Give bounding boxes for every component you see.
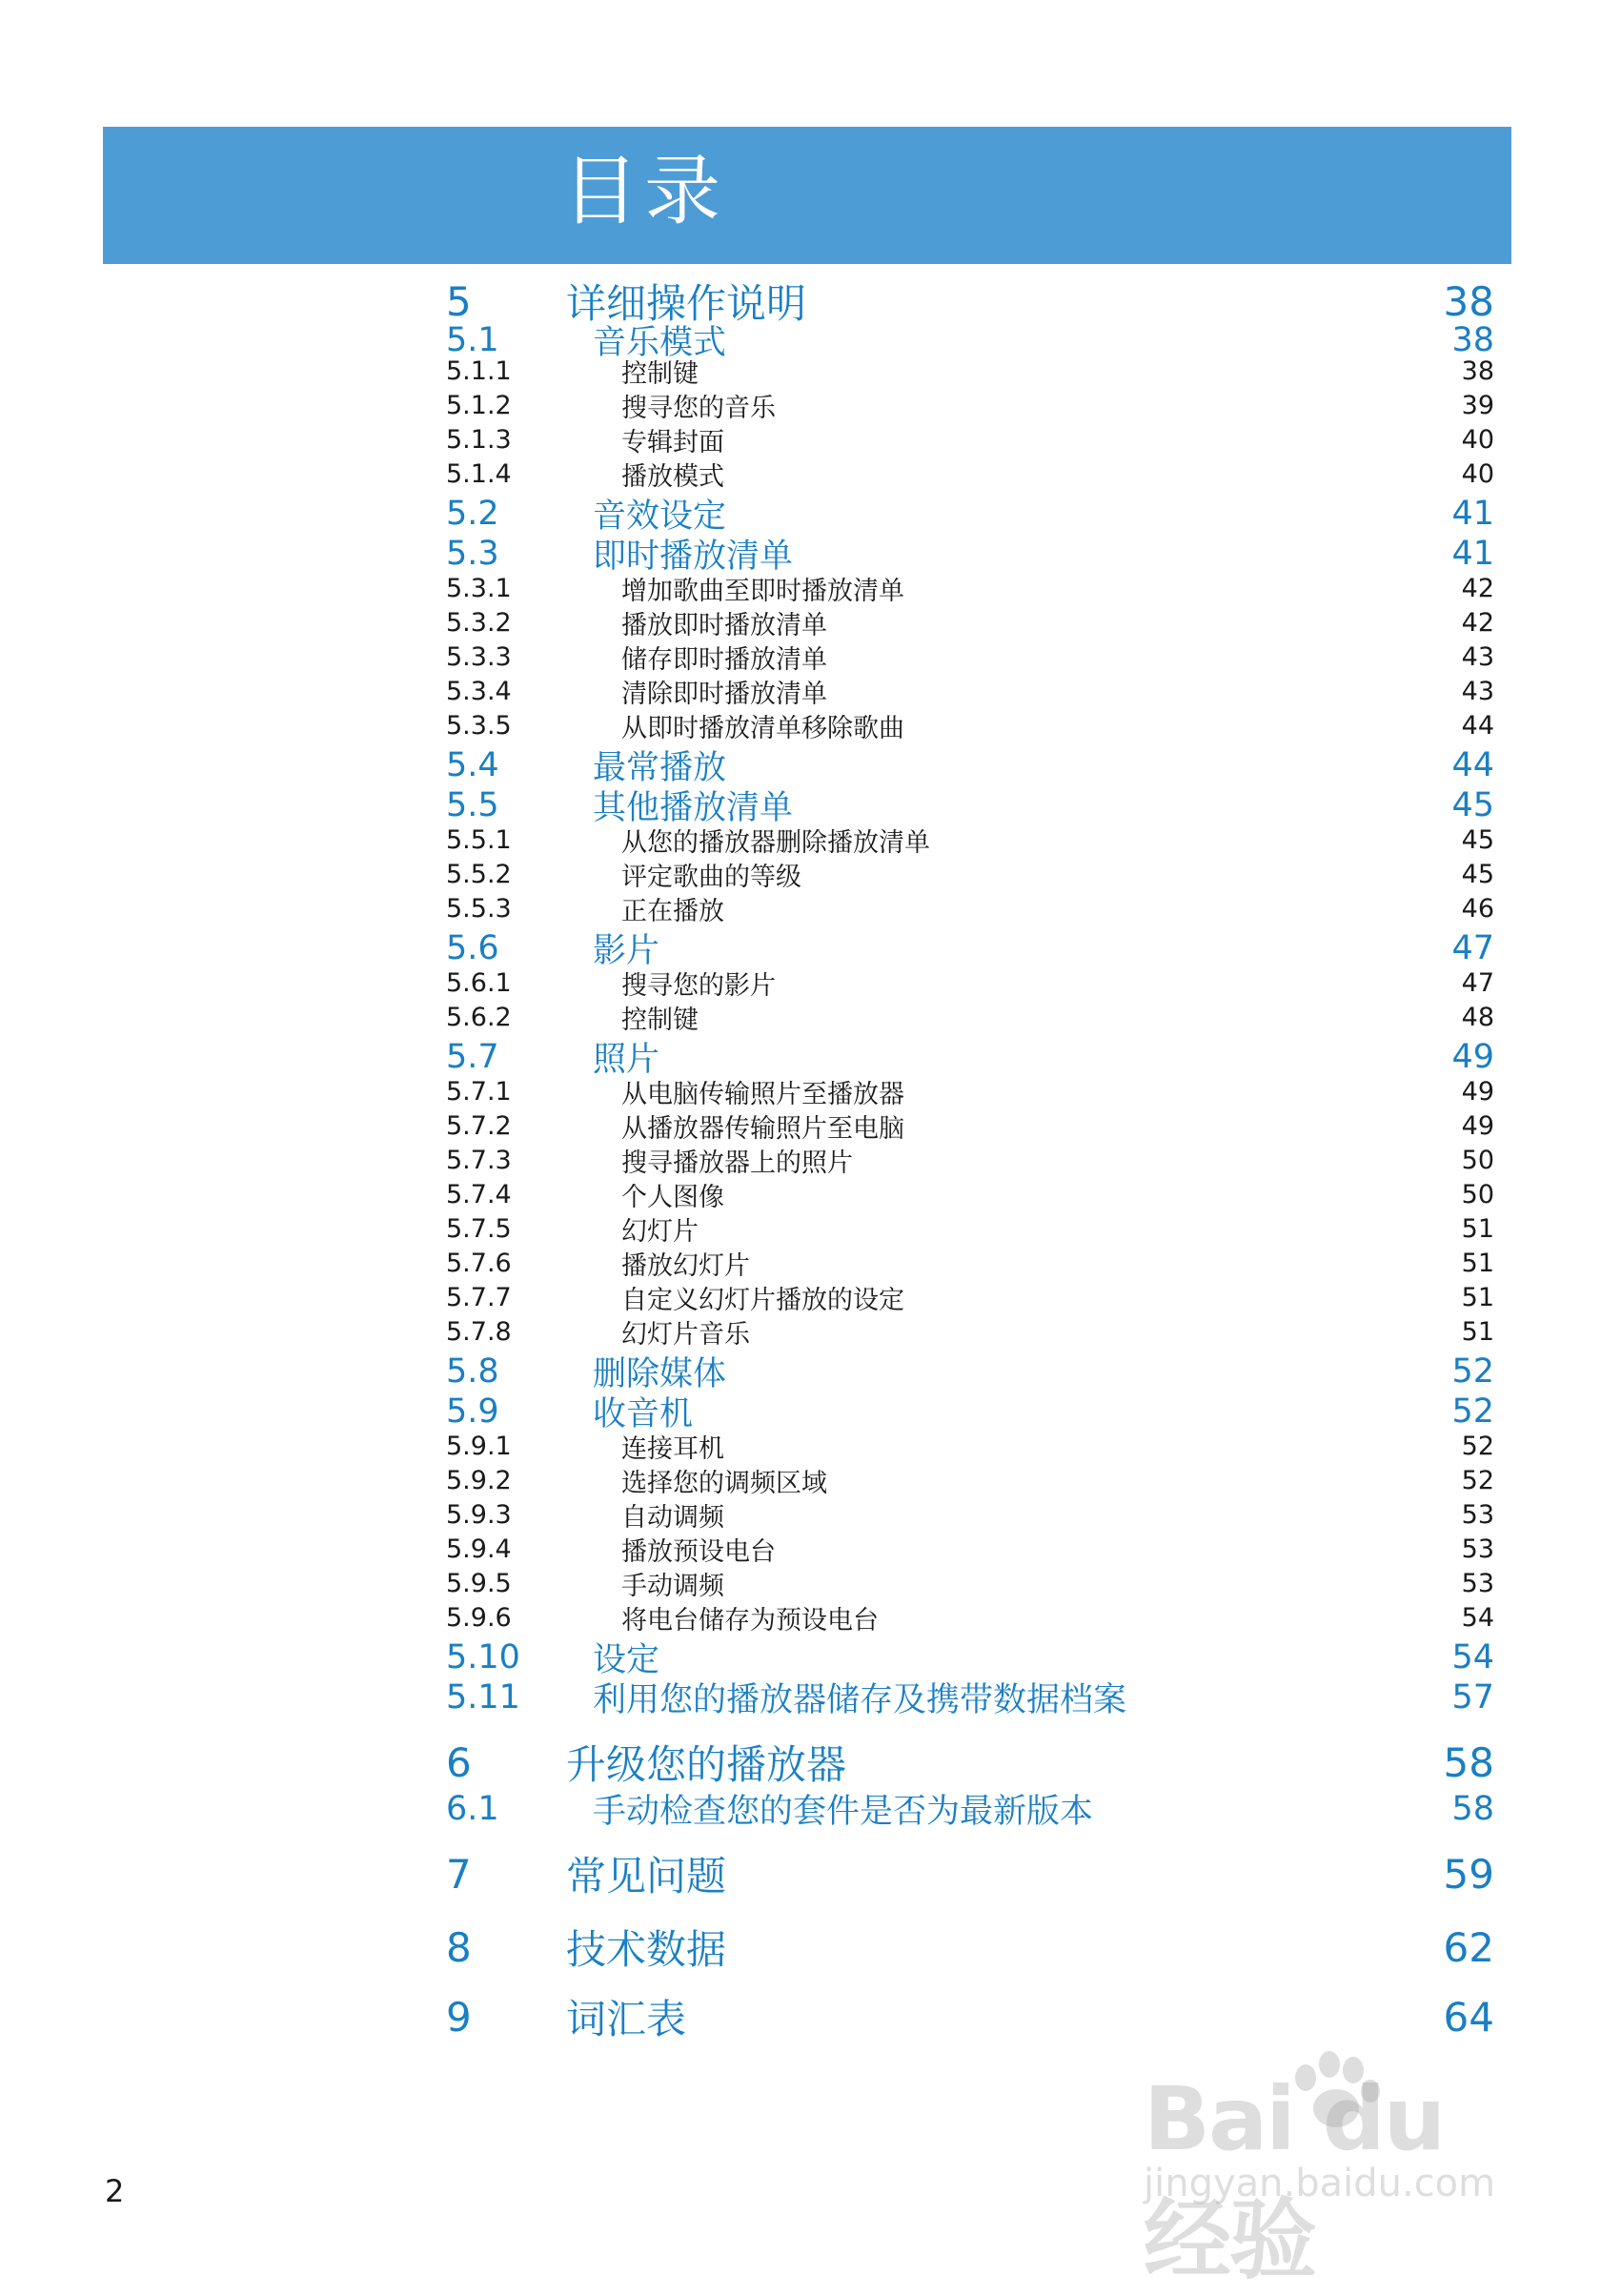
toc-entry-number: 5.1.3 [446,424,512,455]
toc-entry-page: 51 [1461,1248,1494,1278]
toc-entry [446,1920,1494,1974]
toc-entry-page: 58 [1443,1738,1494,1786]
toc-entry-page: 45 [1461,824,1494,855]
toc-entry-title: 个人图像 [621,1182,724,1212]
toc-entry-number: 5.3.1 [446,573,512,603]
toc-entry-page: 62 [1443,1923,1494,1971]
toc-entry-title: 清除即时播放清单 [621,679,827,709]
toc-entry-page: 59 [1443,1850,1494,1898]
toc-entry [446,1677,1494,1717]
toc-entry-title: 从您的播放器删除播放清单 [621,827,930,858]
toc-entry-page: 41 [1451,495,1494,533]
toc-entry-number: 5.9.6 [446,1602,512,1633]
toc-entry-page: 49 [1451,1038,1494,1076]
watermark-url: jingyan.baidu.com [1144,2162,1496,2205]
toc-entry-number: 5.7 [446,1038,499,1076]
toc-entry-title: 手动检查您的套件是否为最新版本 [593,1793,1094,1831]
toc-entry-page: 51 [1461,1316,1494,1347]
toc-entry-number: 5.5.2 [446,859,512,889]
toc-entry-page: 47 [1461,967,1494,998]
toc-entry-title: 播放幻灯片 [621,1250,750,1281]
toc-entry-title: 搜寻播放器上的照片 [621,1148,853,1178]
toc-entry [446,1497,1494,1532]
toc-entry-number: 5.6.1 [446,967,512,998]
toc-entry-page: 49 [1461,1110,1494,1141]
toc-entry-title: 删除媒体 [593,1355,727,1393]
toc-entry [446,1108,1494,1143]
toc-entry-title: 技术数据 [566,1926,727,1973]
toc-entry-page: 52 [1451,1392,1494,1431]
toc-entry-title: 连接耳机 [621,1433,724,1464]
toc-entry [446,745,1494,785]
toc-entry-number: 7 [446,1850,472,1898]
toc-entry [446,674,1494,708]
toc-entry-page: 50 [1461,1145,1494,1175]
toc-entry-page: 45 [1461,859,1494,889]
toc-entry [446,1177,1494,1211]
toc-entry-title: 自动调频 [621,1502,724,1533]
toc-entry [446,1246,1494,1280]
toc-entry-number: 5.1.4 [446,458,512,489]
toc-entry-number: 5.5 [446,786,499,824]
toc-entry [446,534,1494,574]
toc-entry [446,1637,1494,1677]
toc-entry-title: 幻灯片 [621,1216,699,1247]
toc-entry-number: 5.9.4 [446,1534,512,1564]
toc-entry-number: 5.6 [446,929,499,967]
toc-entry-page: 43 [1461,641,1494,672]
toc-entry [446,1532,1494,1566]
toc-entry [446,457,1494,491]
toc-entry-page: 45 [1451,786,1494,824]
toc-entry-title: 其他播放清单 [593,789,794,827]
toc-entry-page: 44 [1461,710,1494,741]
toc-entry [446,928,1494,968]
toc-entry-title: 即时播放清单 [593,538,794,576]
toc-entry [446,1143,1494,1177]
toc-entry-number: 6 [446,1738,472,1786]
toc-entry [446,1847,1494,1900]
toc-entry-page: 38 [1451,321,1494,359]
toc-entry [446,1463,1494,1497]
toc-entry-title: 手动调频 [621,1571,724,1601]
toc-entry-title: 评定歌曲的等级 [621,862,801,892]
toc-entry-page: 64 [1443,1993,1494,2041]
toc-entry [446,1429,1494,1463]
toc-entry-title: 选择您的调频区域 [621,1468,827,1498]
toc-entry-title: 专辑封面 [621,427,724,457]
toc-entry [446,605,1494,640]
toc-entry-page: 58 [1451,1790,1494,1828]
toc-entry-number: 5.3 [446,535,499,573]
toc-entry [446,823,1494,857]
toc-entry [446,1789,1494,1829]
toc-entry-page: 46 [1461,893,1494,924]
toc-entry-title: 搜寻您的影片 [621,970,776,1001]
toc-entry-number: 5.9.1 [446,1431,512,1461]
toc-entry-number: 5.5.3 [446,893,512,924]
toc-entry-number: 5.7.4 [446,1179,512,1209]
toc-entry-page: 54 [1461,1602,1494,1633]
toc-entry [446,1392,1494,1432]
toc-entry-title: 增加歌曲至即时播放清单 [621,576,904,606]
toc-entry-title: 收音机 [593,1395,694,1433]
toc-entry-title: 影片 [593,932,660,970]
toc-entry-number: 5.7.3 [446,1145,512,1175]
toc-entry [446,1074,1494,1108]
toc-entry-title: 词汇表 [566,1996,687,2042]
toc-entry-title: 设定 [593,1641,660,1679]
toc-entry-number: 5.8 [446,1352,499,1391]
toc-entry-page: 40 [1461,424,1494,455]
toc-entry [446,640,1494,674]
toc-entry-title: 正在播放 [621,896,724,926]
toc-entry [446,1000,1494,1034]
toc-entry-title: 播放即时播放清单 [621,610,827,640]
toc-entry-number: 5.1 [446,321,499,359]
toc-entry [446,1280,1494,1314]
title-banner [103,127,1511,264]
toc-entry-title: 自定义幻灯片播放的设定 [621,1285,904,1315]
toc-entry-number: 5.7.2 [446,1110,512,1141]
toc-entry-page: 52 [1451,1352,1494,1391]
toc-entry-number: 5.9.5 [446,1568,512,1598]
toc-entry-number: 9 [446,1993,472,2041]
toc-entry-title: 从电脑传输照片至播放器 [621,1079,904,1109]
toc-entry [446,891,1494,925]
toc-entry-page: 39 [1461,390,1494,420]
toc-entry-number: 5.7.1 [446,1076,512,1107]
toc-entry [446,708,1494,742]
toc-entry-title: 从即时播放清单移除歌曲 [621,713,904,743]
toc-entry-title: 照片 [593,1041,660,1079]
toc-entry-title: 详细操作说明 [566,280,807,327]
toc-entry-page: 42 [1461,607,1494,638]
toc-entry-number: 5.3.4 [446,676,512,706]
toc-entry-number: 8 [446,1923,472,1971]
toc-entry-title: 从播放器传输照片至电脑 [621,1113,904,1144]
toc-entry-page: 38 [1443,277,1494,325]
toc-entry [446,571,1494,605]
toc-entry-page: 40 [1461,458,1494,489]
toc-entry-page: 50 [1461,1179,1494,1209]
toc-entry [446,354,1494,388]
toc-entry-page: 47 [1451,929,1494,967]
toc-entry [446,1351,1494,1392]
toc-entry-number: 5.1.1 [446,356,512,386]
toc-entry-number: 5.3.5 [446,710,512,741]
toc-entry-number: 5.11 [446,1678,520,1717]
toc-entry [446,1566,1494,1600]
toc-entry-title: 幻灯片音乐 [621,1319,750,1350]
toc-entry-title: 储存即时播放清单 [621,644,827,675]
toc-entry-page: 44 [1451,746,1494,784]
toc-entry [446,1736,1494,1789]
toc-entry [446,1314,1494,1349]
watermark-logo: Bai du 经验 [1144,2068,1445,2291]
toc-entry-number: 5.9.2 [446,1465,512,1495]
toc-entry-page: 43 [1461,676,1494,706]
toc-entry-number: 5.7.8 [446,1316,512,1347]
toc-entry [446,1990,1494,2043]
toc-entry-number: 5.7.7 [446,1282,512,1312]
toc-entry [446,422,1494,457]
toc-entry-page: 42 [1461,573,1494,603]
toc-entry-number: 5.9 [446,1392,499,1431]
toc-entry-page: 57 [1451,1678,1494,1717]
toc-entry-page: 51 [1461,1282,1494,1312]
toc-entry [446,494,1494,534]
toc-entry-title: 搜寻您的音乐 [621,393,776,423]
toc-entry-title: 利用您的播放器储存及携带数据档案 [593,1681,1127,1719]
toc-entry-page: 51 [1461,1213,1494,1244]
toc-entry-page: 52 [1461,1431,1494,1461]
toc-entry [446,785,1494,825]
toc-entry-title: 控制键 [621,1005,699,1035]
toc-entry-number: 5.7.5 [446,1213,512,1244]
toc-entry-page: 48 [1461,1002,1494,1032]
toc-entry-title: 控制键 [621,358,699,389]
toc-entry-number: 5.2 [446,495,499,533]
toc-entry-number: 5.9.3 [446,1499,512,1530]
toc-entry-page: 52 [1461,1465,1494,1495]
table-of-contents [446,274,1494,2085]
toc-entry [446,1037,1494,1077]
toc-entry-title: 播放模式 [621,461,724,492]
toc-entry-page: 53 [1461,1568,1494,1598]
page-title: 目录 [562,147,726,235]
toc-entry-page: 38 [1461,356,1494,386]
toc-entry-number: 5.7.6 [446,1248,512,1278]
toc-entry-page: 53 [1461,1534,1494,1564]
toc-entry-number: 5.6.2 [446,1002,512,1032]
toc-entry-number: 5.3.2 [446,607,512,638]
toc-entry-number: 6.1 [446,1790,499,1828]
toc-entry-title: 常见问题 [566,1853,727,1900]
toc-entry [446,857,1494,891]
toc-entry [446,965,1494,1000]
toc-entry-number: 5 [446,277,472,325]
toc-entry [446,1211,1494,1246]
toc-entry [446,1600,1494,1635]
toc-entry-page: 41 [1451,535,1494,573]
watermark [1134,2049,1525,2291]
toc-entry [446,388,1494,422]
page-number: 2 [105,2173,125,2209]
toc-entry-number: 5.4 [446,746,499,784]
toc-entry-title: 将电台储存为预设电台 [621,1605,879,1636]
toc-entry-number: 5.1.2 [446,390,512,420]
toc-entry-title: 音效设定 [593,498,727,536]
toc-entry-page: 53 [1461,1499,1494,1530]
toc-entry-title: 最常播放 [593,749,727,787]
toc-entry-number: 5.10 [446,1638,520,1676]
toc-entry-page: 54 [1451,1638,1494,1676]
toc-entry-title: 播放预设电台 [621,1536,776,1567]
toc-entry-number: 5.3.3 [446,641,512,672]
toc-entry-page: 49 [1461,1076,1494,1107]
toc-entry-number: 5.5.1 [446,824,512,855]
toc-entry-title: 音乐模式 [593,324,727,362]
toc-entry-title: 升级您的播放器 [566,1741,847,1788]
